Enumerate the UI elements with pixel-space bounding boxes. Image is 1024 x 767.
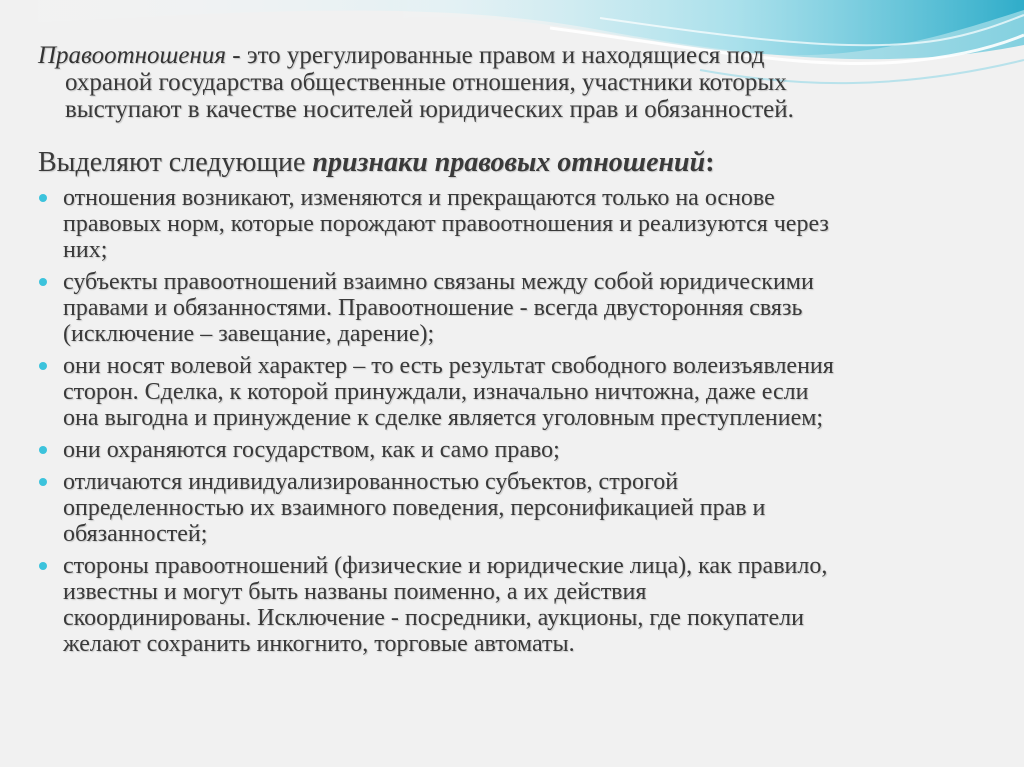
list-item-line: отличаются индивидуализированностью субъектов, строгой (63, 469, 679, 495)
list-item-line: скоординированы. Исключение - посредники, аукционы, где покупатели (63, 605, 804, 631)
list-item-line: они охраняются государством, как и само право; (63, 437, 560, 463)
bullet-icon (39, 362, 47, 370)
features-intro: Выделяют следующие признаки правовых отношений: (38, 147, 715, 178)
list-item-line: определенностью их взаимного поведения, персонификацией прав и (63, 495, 766, 521)
list-item (38, 185, 998, 263)
list-item-line: них; (63, 237, 108, 263)
list-item-line: она выгодна и принуждение к сделке является уголовным преступлением; (63, 405, 824, 431)
list-item-line: обязанностей; (63, 521, 208, 547)
bullet-icon (39, 562, 47, 570)
definition-paragraph (38, 42, 998, 123)
definition-line-2: охраной государства общественные отношения, участники которых (65, 69, 787, 96)
list-item-line: правовых норм, которые порождают правоотношения и реализуются через (63, 211, 829, 237)
slide-content (38, 42, 998, 663)
list-item-line: известны и могут быть названы поименно, а их действия (63, 579, 647, 605)
list-item (38, 353, 998, 431)
definition-line-1: Правоотношения - это урегулированные правом и находящиеся под (38, 42, 765, 69)
bullet-icon (39, 446, 47, 454)
bullet-icon (39, 194, 47, 202)
list-item-line: стороны правоотношений (физические и юридические лица), как правило, (63, 553, 828, 579)
list-item-line: они носят волевой характер – то есть результат свободного волеизъявления (63, 353, 834, 379)
list-item (38, 269, 998, 347)
list-item-line: субъекты правоотношений взаимно связаны между собой юридическими (63, 269, 814, 295)
list-item-line: правами и обязанностями. Правоотношение - всегда двусторонняя связь (63, 295, 803, 321)
features-list (38, 185, 998, 657)
list-item-line: отношения возникают, изменяются и прекращаются только на основе (63, 185, 775, 211)
bullet-icon (39, 278, 47, 286)
features-heading-emphasis: признаки правовых отношений (312, 147, 706, 178)
list-item (38, 553, 998, 657)
list-item-line: сторон. Сделка, к которой принуждали, изначально ничтожна, даже если (63, 379, 809, 405)
definition-line-3: выступают в качестве носителей юридических прав и обязанностей. (65, 96, 794, 123)
list-item (38, 469, 998, 547)
bullet-icon (39, 478, 47, 486)
definition-term: Правоотношения - (38, 42, 247, 69)
list-item-line: желают сохранить инкогнито, торговые автоматы. (63, 631, 575, 657)
list-item (38, 437, 998, 463)
list-item-line: (исключение – завещание, дарение); (63, 321, 435, 347)
